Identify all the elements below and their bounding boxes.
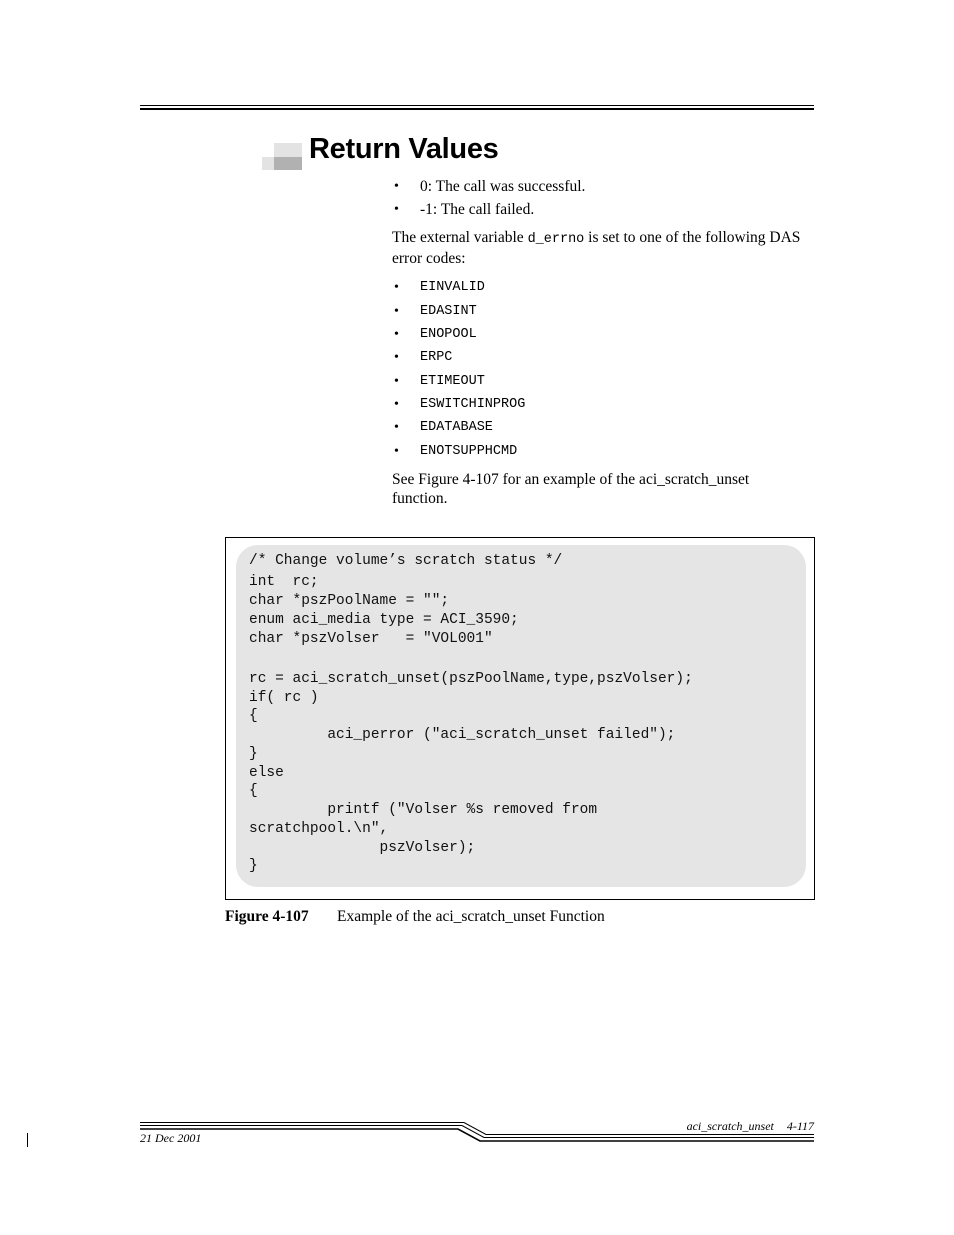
code-line: } — [249, 858, 258, 874]
error-code: ENOTSUPPHCMD — [420, 444, 518, 459]
error-code: EDASINT — [420, 304, 477, 319]
see-figure-paragraph: See Figure 4-107 for an example of the aci_scratch_unset function. — [392, 471, 750, 507]
code-line: aci_perror ("aci_scratch_unset failed"); — [249, 727, 676, 743]
bullet-icon: • — [394, 420, 399, 435]
error-code: EINVALID — [420, 280, 485, 295]
bullet-icon: • — [394, 444, 399, 459]
bullet-icon: • — [394, 350, 399, 365]
errno-paragraph — [392, 228, 817, 268]
code-line: if( rc ) — [249, 690, 319, 706]
footer-date: 21 Dec 2001 — [140, 1131, 202, 1145]
code-line: printf ("Volser %s removed from — [249, 802, 598, 818]
code-line: { — [249, 708, 258, 724]
error-code: ESWITCHINPROG — [420, 397, 526, 412]
code-line: pszVolser); — [249, 840, 476, 856]
bullet-icon: • — [394, 374, 399, 389]
section-heading: Return Values — [309, 133, 499, 165]
bullet-icon: • — [394, 179, 399, 194]
bullet-icon: • — [394, 327, 399, 342]
heading-graphic-block — [274, 143, 302, 157]
heading-graphic-block — [274, 157, 302, 170]
code-line: else — [249, 765, 284, 781]
heading-graphic-block — [262, 157, 274, 170]
return-value-text: 0: The call was successful. — [420, 178, 586, 195]
code-line: scratchpool.\n", — [249, 821, 389, 837]
top-rule — [140, 105, 814, 106]
bullet-icon: • — [394, 304, 399, 319]
code-line: enum aci_media type = ACI_3590; — [249, 612, 519, 628]
paragraph-text: The external variable — [392, 229, 528, 246]
code-line: int rc; — [249, 574, 319, 590]
code-line: rc = aci_scratch_unset(pszPoolName,type,pszVolser); — [249, 671, 693, 687]
return-value-text: -1: The call failed. — [420, 201, 535, 218]
code-line: /* Change volume’s scratch status */ — [249, 553, 563, 569]
figure-caption-text: Example of the aci_scratch_unset Function — [337, 908, 605, 925]
paragraph-text: is set to one of the following DAS error codes: — [392, 229, 801, 267]
error-code: ENOPOOL — [420, 327, 477, 342]
code-line: { — [249, 783, 258, 799]
footer-function-name: aci_scratch_unset — [686, 1119, 774, 1133]
top-rule-thick — [140, 108, 814, 110]
bullet-icon: • — [394, 202, 399, 217]
bullet-icon: • — [394, 397, 399, 412]
error-code: ERPC — [420, 350, 453, 365]
errno-variable: d_errno — [527, 232, 585, 247]
figure-caption-label: Figure 4-107 — [225, 908, 309, 925]
error-code: ETIMEOUT — [420, 374, 485, 389]
change-bar — [27, 1133, 28, 1147]
footer-running-head — [560, 1119, 814, 1133]
error-code: EDATABASE — [420, 420, 493, 435]
page-number: 4-117 — [786, 1119, 814, 1133]
bullet-icon: • — [394, 280, 399, 295]
code-line: char *pszVolser = "VOL001" — [249, 631, 493, 647]
code-line: } — [249, 746, 258, 762]
code-line: char *pszPoolName = ""; — [249, 593, 450, 609]
